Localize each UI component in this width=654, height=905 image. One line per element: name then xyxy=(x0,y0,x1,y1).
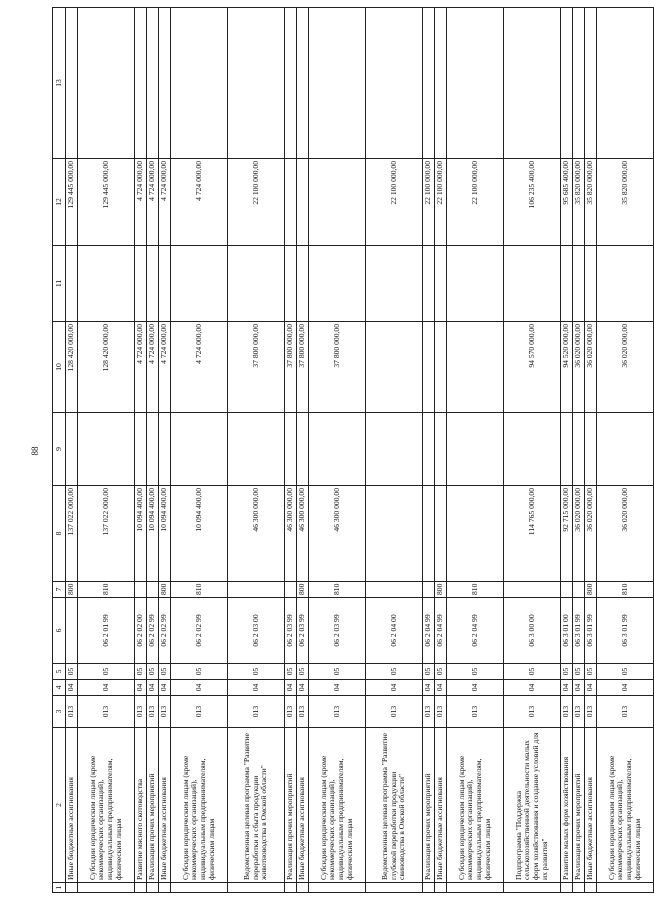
row-name: Субсидии юридическим лицам (кроме некоммерческих организаций), индивидуальным предпринимателям, физическим лицам xyxy=(309,728,366,883)
cell-c10: 94 520 000,00 xyxy=(561,322,573,413)
cell-c11 xyxy=(447,246,504,322)
table-row xyxy=(504,8,561,893)
cell-c13 xyxy=(78,8,135,159)
cell-c13 xyxy=(228,8,285,159)
row-name: Реализация прочих мероприятий xyxy=(423,728,435,883)
cell-c13 xyxy=(585,8,597,159)
cell-c13 xyxy=(297,8,309,159)
cell-c10 xyxy=(447,322,504,413)
cell-c7: 810 xyxy=(597,582,654,598)
cell-c10: 37 800 000,00 xyxy=(297,322,309,413)
cell-c3: 013 xyxy=(573,696,585,728)
cell-c5: 05 xyxy=(504,664,561,680)
cell-c13 xyxy=(159,8,171,159)
cell-c9 xyxy=(285,413,297,486)
cell-c9 xyxy=(78,413,135,486)
cell-c13 xyxy=(309,8,366,159)
cell-c8: 46 300 000,00 xyxy=(309,486,366,582)
cell-c10: 37 800 000,00 xyxy=(228,322,285,413)
cell-c9 xyxy=(597,413,654,486)
cell-c7 xyxy=(135,582,147,598)
row-name: Иные бюджетные ассигнования xyxy=(159,728,171,883)
cell-c7 xyxy=(285,582,297,598)
cell-c9 xyxy=(297,413,309,486)
cell-c3: 013 xyxy=(66,696,78,728)
cell-c3: 013 xyxy=(135,696,147,728)
cell-c4: 04 xyxy=(573,680,585,696)
cell-c11 xyxy=(573,246,585,322)
budget-table-sheet xyxy=(52,8,642,893)
cell-c5: 05 xyxy=(366,664,423,680)
cell-c7: 800 xyxy=(159,582,171,598)
column-number-12: 12 xyxy=(53,159,66,246)
cell-c13 xyxy=(435,8,447,159)
cell-col-1 xyxy=(504,883,561,893)
cell-c10 xyxy=(423,322,435,413)
cell-c6: 06 2 02 99 xyxy=(159,598,171,664)
cell-c3: 013 xyxy=(78,696,135,728)
cell-c7: 800 xyxy=(66,582,78,598)
column-number-row xyxy=(53,8,66,893)
cell-col-1 xyxy=(585,883,597,893)
cell-c5: 05 xyxy=(435,664,447,680)
cell-col-1 xyxy=(297,883,309,893)
cell-c4: 04 xyxy=(309,680,366,696)
cell-col-1 xyxy=(561,883,573,893)
cell-c4: 04 xyxy=(66,680,78,696)
cell-c13 xyxy=(135,8,147,159)
column-number-3: 3 xyxy=(53,696,66,728)
cell-c11 xyxy=(228,246,285,322)
cell-c10: 4 724 000,00 xyxy=(135,322,147,413)
cell-c6: 06 3 01 99 xyxy=(597,598,654,664)
cell-c5: 05 xyxy=(585,664,597,680)
cell-col-1 xyxy=(228,883,285,893)
cell-c6: 06 2 02 99 xyxy=(171,598,228,664)
cell-c7 xyxy=(147,582,159,598)
cell-c10: 128 420 000,00 xyxy=(78,322,135,413)
row-name: Реализация прочих мероприятий xyxy=(285,728,297,883)
row-name: Реализация прочих мероприятий xyxy=(573,728,585,883)
cell-c12: 4 724 000,00 xyxy=(171,159,228,246)
table-row xyxy=(597,8,654,893)
cell-c11 xyxy=(147,246,159,322)
cell-c10 xyxy=(435,322,447,413)
cell-c6: 06 2 03 99 xyxy=(309,598,366,664)
cell-c12 xyxy=(297,159,309,246)
page-number: 88 xyxy=(30,446,40,456)
cell-c6: 06 2 03 00 xyxy=(228,598,285,664)
table-row xyxy=(78,8,135,893)
cell-c4: 04 xyxy=(135,680,147,696)
cell-c4: 04 xyxy=(561,680,573,696)
row-name: Субсидии юридическим лицам (кроме некоммерческих организаций), индивидуальным предпринимателям, физическим лицам xyxy=(447,728,504,883)
cell-c7 xyxy=(573,582,585,598)
cell-c3: 013 xyxy=(447,696,504,728)
cell-c11 xyxy=(66,246,78,322)
cell-c9 xyxy=(309,413,366,486)
cell-c8: 10 094 400,00 xyxy=(159,486,171,582)
cell-c3: 013 xyxy=(423,696,435,728)
cell-c7 xyxy=(504,582,561,598)
cell-c4: 04 xyxy=(597,680,654,696)
table-row xyxy=(573,8,585,893)
cell-c8: 137 022 000,00 xyxy=(66,486,78,582)
cell-c7: 800 xyxy=(435,582,447,598)
cell-col-1 xyxy=(309,883,366,893)
cell-c4: 04 xyxy=(78,680,135,696)
cell-c6 xyxy=(66,598,78,664)
cell-c12: 22 100 000,00 xyxy=(366,159,423,246)
cell-c7: 810 xyxy=(309,582,366,598)
cell-c13 xyxy=(171,8,228,159)
table-row xyxy=(423,8,435,893)
cell-c10 xyxy=(366,322,423,413)
cell-c8: 36 020 000,00 xyxy=(597,486,654,582)
table-row xyxy=(285,8,297,893)
cell-c10: 36 020 000,00 xyxy=(573,322,585,413)
cell-c9 xyxy=(147,413,159,486)
cell-c4: 04 xyxy=(285,680,297,696)
cell-col-1 xyxy=(159,883,171,893)
cell-c13 xyxy=(447,8,504,159)
cell-col-1 xyxy=(285,883,297,893)
table-row xyxy=(297,8,309,893)
cell-c4: 04 xyxy=(435,680,447,696)
row-name: Субсидии юридическим лицам (кроме некоммерческих организаций), индивидуальным предпринимателям, физическим лицам xyxy=(78,728,135,883)
budget-table xyxy=(52,7,654,893)
cell-c7 xyxy=(366,582,423,598)
table-row xyxy=(147,8,159,893)
cell-c6: 06 2 04 00 xyxy=(366,598,423,664)
cell-c10: 4 724 000,00 xyxy=(159,322,171,413)
column-number-8: 8 xyxy=(53,486,66,582)
cell-c6: 06 2 02 00 xyxy=(135,598,147,664)
table-row xyxy=(66,8,78,893)
cell-c12: 22 100 000,00 xyxy=(228,159,285,246)
cell-c10: 37 800 000,00 xyxy=(285,322,297,413)
cell-c8 xyxy=(366,486,423,582)
cell-c10: 4 724 000,00 xyxy=(147,322,159,413)
cell-c6: 06 2 02 99 xyxy=(147,598,159,664)
cell-c3: 013 xyxy=(285,696,297,728)
cell-c7: 810 xyxy=(447,582,504,598)
cell-col-1 xyxy=(447,883,504,893)
column-number-4: 4 xyxy=(53,680,66,696)
cell-c5: 05 xyxy=(159,664,171,680)
cell-c8 xyxy=(423,486,435,582)
row-name: Ведомственная целевая программа "Развитие переработки и сбыта продукции животноводства в Омской области" xyxy=(228,728,285,883)
cell-c13 xyxy=(285,8,297,159)
table-row xyxy=(561,8,573,893)
cell-c4: 04 xyxy=(585,680,597,696)
cell-c11 xyxy=(285,246,297,322)
cell-c5: 05 xyxy=(66,664,78,680)
cell-c13 xyxy=(597,8,654,159)
cell-c7: 800 xyxy=(585,582,597,598)
cell-c13 xyxy=(66,8,78,159)
cell-col-1 xyxy=(135,883,147,893)
column-number-5: 5 xyxy=(53,664,66,680)
cell-c5: 05 xyxy=(561,664,573,680)
cell-c8: 114 765 000,00 xyxy=(504,486,561,582)
cell-c10: 128 420 000,00 xyxy=(66,322,78,413)
cell-c6: 06 3 00 00 xyxy=(504,598,561,664)
cell-c9 xyxy=(366,413,423,486)
cell-c8: 46 300 000,00 xyxy=(285,486,297,582)
cell-c12: 35 820 000,00 xyxy=(585,159,597,246)
cell-c5: 05 xyxy=(285,664,297,680)
cell-c12: 35 820 000,00 xyxy=(597,159,654,246)
cell-c7 xyxy=(423,582,435,598)
row-name: Развитие малых форм хозяйствования xyxy=(561,728,573,883)
cell-c11 xyxy=(135,246,147,322)
cell-c9 xyxy=(228,413,285,486)
cell-c12: 22 100 000,00 xyxy=(435,159,447,246)
cell-c3: 013 xyxy=(504,696,561,728)
cell-c12 xyxy=(309,159,366,246)
cell-c6: 06 2 04 99 xyxy=(423,598,435,664)
row-name: Развитие мясного скотоводства xyxy=(135,728,147,883)
cell-c13 xyxy=(561,8,573,159)
cell-c12: 4 724 000,00 xyxy=(147,159,159,246)
cell-c9 xyxy=(171,413,228,486)
cell-c9 xyxy=(135,413,147,486)
cell-c7: 800 xyxy=(297,582,309,598)
cell-c9 xyxy=(447,413,504,486)
cell-c13 xyxy=(423,8,435,159)
cell-c3: 013 xyxy=(309,696,366,728)
column-number-2: 2 xyxy=(53,728,66,883)
column-number-10: 10 xyxy=(53,322,66,413)
cell-c8 xyxy=(447,486,504,582)
cell-c3: 013 xyxy=(297,696,309,728)
cell-c5: 05 xyxy=(423,664,435,680)
cell-c12: 106 235 400,00 xyxy=(504,159,561,246)
cell-c10: 36 020 000,00 xyxy=(585,322,597,413)
cell-c4: 04 xyxy=(147,680,159,696)
cell-col-1 xyxy=(423,883,435,893)
cell-c12 xyxy=(285,159,297,246)
cell-c7: 810 xyxy=(78,582,135,598)
cell-c8: 46 300 000,00 xyxy=(228,486,285,582)
cell-c9 xyxy=(561,413,573,486)
cell-c11 xyxy=(297,246,309,322)
row-name: Субсидии юридическим лицам (кроме некоммерческих организаций), индивидуальным предпринимателям, физическим лицам xyxy=(171,728,228,883)
cell-c4: 04 xyxy=(297,680,309,696)
cell-c11 xyxy=(159,246,171,322)
cell-c4: 04 xyxy=(504,680,561,696)
cell-c8: 36 020 000,00 xyxy=(573,486,585,582)
cell-c11 xyxy=(504,246,561,322)
table-row xyxy=(447,8,504,893)
cell-c3: 013 xyxy=(228,696,285,728)
table-row xyxy=(135,8,147,893)
table-row xyxy=(159,8,171,893)
cell-c3: 013 xyxy=(585,696,597,728)
cell-c6: 06 2 03 99 xyxy=(297,598,309,664)
cell-c5: 05 xyxy=(309,664,366,680)
cell-c10: 36 020 000,00 xyxy=(597,322,654,413)
cell-c13 xyxy=(366,8,423,159)
cell-c9 xyxy=(504,413,561,486)
cell-c10: 94 570 000,00 xyxy=(504,322,561,413)
row-name: Иные бюджетные ассигнования xyxy=(435,728,447,883)
cell-c8: 137 022 000,00 xyxy=(78,486,135,582)
column-number-1: 1 xyxy=(53,883,66,893)
row-name: Реализация прочих мероприятий xyxy=(147,728,159,883)
column-number-13: 13 xyxy=(53,8,66,159)
cell-c9 xyxy=(573,413,585,486)
cell-c9 xyxy=(66,413,78,486)
cell-col-1 xyxy=(78,883,135,893)
column-number-7: 7 xyxy=(53,582,66,598)
cell-c4: 04 xyxy=(171,680,228,696)
cell-c3: 013 xyxy=(159,696,171,728)
table-body xyxy=(66,8,654,893)
cell-c5: 05 xyxy=(228,664,285,680)
cell-c6: 06 3 01 00 xyxy=(561,598,573,664)
cell-c11 xyxy=(78,246,135,322)
cell-c10: 37 800 000,00 xyxy=(309,322,366,413)
cell-c8 xyxy=(435,486,447,582)
cell-c8: 10 094 400,00 xyxy=(147,486,159,582)
cell-c4: 04 xyxy=(159,680,171,696)
cell-c11 xyxy=(309,246,366,322)
cell-col-1 xyxy=(597,883,654,893)
cell-c3: 013 xyxy=(147,696,159,728)
cell-c5: 05 xyxy=(171,664,228,680)
column-number-9: 9 xyxy=(53,413,66,486)
cell-c5: 05 xyxy=(297,664,309,680)
cell-c4: 04 xyxy=(228,680,285,696)
cell-c13 xyxy=(504,8,561,159)
cell-c12: 129 445 000,00 xyxy=(66,159,78,246)
row-name: Подпрограмма "Поддержка сельскохозяйственной деятельности малых форм хозяйствования и создание условий для их развития" xyxy=(504,728,561,883)
cell-c7: 810 xyxy=(171,582,228,598)
cell-c8: 10 094 400,00 xyxy=(171,486,228,582)
cell-c11 xyxy=(423,246,435,322)
column-number-6: 6 xyxy=(53,598,66,664)
cell-c6: 06 2 04 99 xyxy=(447,598,504,664)
cell-c4: 04 xyxy=(366,680,423,696)
cell-c6: 06 3 01 99 xyxy=(573,598,585,664)
cell-c13 xyxy=(573,8,585,159)
cell-c4: 04 xyxy=(423,680,435,696)
cell-col-1 xyxy=(66,883,78,893)
cell-col-1 xyxy=(366,883,423,893)
cell-c5: 05 xyxy=(147,664,159,680)
cell-c3: 013 xyxy=(171,696,228,728)
table-row xyxy=(309,8,366,893)
cell-c8: 36 020 000,00 xyxy=(585,486,597,582)
cell-col-1 xyxy=(435,883,447,893)
cell-c3: 013 xyxy=(366,696,423,728)
cell-c5: 05 xyxy=(447,664,504,680)
cell-c8: 10 094 400,00 xyxy=(135,486,147,582)
cell-c11 xyxy=(366,246,423,322)
cell-c9 xyxy=(585,413,597,486)
row-name: Субсидии юридическим лицам (кроме некоммерческих организаций), индивидуальным предпринимателям, физическим лицам xyxy=(597,728,654,883)
row-name: Иные бюджетные ассигнования xyxy=(297,728,309,883)
cell-c11 xyxy=(585,246,597,322)
cell-c5: 05 xyxy=(573,664,585,680)
cell-c8: 92 715 000,00 xyxy=(561,486,573,582)
cell-c13 xyxy=(147,8,159,159)
row-name: Ведомственная целевая программа "Развитие глубокой переработки продукции свиноводства в Омской области" xyxy=(366,728,423,883)
cell-c5: 05 xyxy=(78,664,135,680)
cell-c6: 06 3 01 99 xyxy=(585,598,597,664)
cell-c12: 22 100 000,00 xyxy=(423,159,435,246)
cell-c12: 35 820 000,00 xyxy=(573,159,585,246)
cell-c9 xyxy=(435,413,447,486)
column-number-11: 11 xyxy=(53,246,66,322)
cell-c5: 05 xyxy=(597,664,654,680)
cell-c12: 95 685 400,00 xyxy=(561,159,573,246)
cell-col-1 xyxy=(147,883,159,893)
cell-c3: 013 xyxy=(561,696,573,728)
cell-c11 xyxy=(561,246,573,322)
cell-c6: 06 2 01 99 xyxy=(78,598,135,664)
cell-col-1 xyxy=(171,883,228,893)
cell-c6: 06 2 03 99 xyxy=(285,598,297,664)
table-row xyxy=(585,8,597,893)
cell-c8: 46 300 000,00 xyxy=(297,486,309,582)
cell-c3: 013 xyxy=(597,696,654,728)
cell-c9 xyxy=(159,413,171,486)
cell-c12: 22 100 000,00 xyxy=(447,159,504,246)
cell-c6: 06 2 04 99 xyxy=(435,598,447,664)
table-row xyxy=(366,8,423,893)
cell-c9 xyxy=(423,413,435,486)
table-row xyxy=(435,8,447,893)
cell-col-1 xyxy=(573,883,585,893)
cell-c7 xyxy=(561,582,573,598)
cell-c3: 013 xyxy=(435,696,447,728)
table-row xyxy=(171,8,228,893)
cell-c10: 4 724 000,00 xyxy=(171,322,228,413)
cell-c5: 05 xyxy=(135,664,147,680)
cell-c11 xyxy=(597,246,654,322)
cell-c12: 129 445 000,00 xyxy=(78,159,135,246)
cell-c11 xyxy=(171,246,228,322)
row-name: Иные бюджетные ассигнования xyxy=(585,728,597,883)
cell-c12: 4 724 000,00 xyxy=(159,159,171,246)
row-name: Иные бюджетные ассигнования xyxy=(66,728,78,883)
cell-c4: 04 xyxy=(447,680,504,696)
cell-c11 xyxy=(435,246,447,322)
table-row xyxy=(228,8,285,893)
cell-c7 xyxy=(228,582,285,598)
cell-c12: 4 724 000,00 xyxy=(135,159,147,246)
